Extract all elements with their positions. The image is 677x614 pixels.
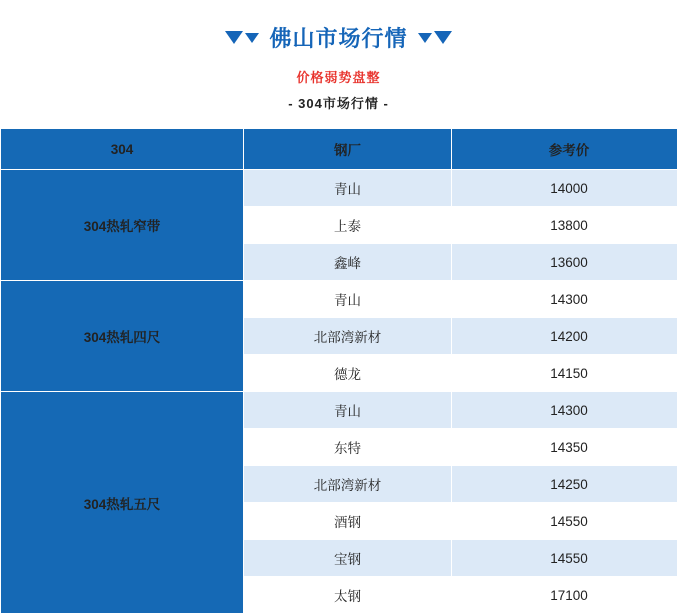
- category-cell: 304热轧四尺: [1, 281, 244, 392]
- price-cell: 14150: [452, 355, 677, 392]
- table-row: [1, 281, 677, 318]
- mill-cell: 酒钢: [244, 503, 452, 540]
- mill-cell: 北部湾新材: [244, 318, 452, 355]
- table-row: [1, 170, 677, 207]
- triangle-down-icon: [225, 31, 243, 44]
- mill-cell: 上泰: [244, 207, 452, 244]
- mill-cell: 青山: [244, 392, 452, 429]
- price-cell: 14300: [452, 281, 677, 318]
- price-cell: 14000: [452, 170, 677, 207]
- column-header-category: 304: [1, 129, 244, 170]
- column-header-mill: 钢厂: [244, 129, 452, 170]
- category-cell: 304热轧窄带: [1, 170, 244, 281]
- mill-cell: 鑫峰: [244, 244, 452, 281]
- mill-cell: 青山: [244, 281, 452, 318]
- price-cell: 17100: [452, 577, 677, 614]
- price-cell: 14200: [452, 318, 677, 355]
- price-table: [0, 128, 677, 614]
- price-cell: 13600: [452, 244, 677, 281]
- table-header-row: [1, 129, 677, 170]
- price-cell: 13800: [452, 207, 677, 244]
- mill-cell: 东特: [244, 429, 452, 466]
- market-trend-note: 价格弱势盘整: [0, 67, 677, 86]
- column-header-price: 参考价: [452, 129, 677, 170]
- price-cell: 14250: [452, 466, 677, 503]
- price-cell: 14300: [452, 392, 677, 429]
- mill-cell: 太钢: [244, 577, 452, 614]
- report-header: [0, 0, 677, 112]
- triangle-down-small-icon: [245, 33, 259, 43]
- price-cell: 14550: [452, 540, 677, 577]
- report-subtitle: - 304市场行情 -: [0, 93, 677, 112]
- page-title: 佛山市场行情: [269, 22, 407, 53]
- triangle-left-decoration: [225, 31, 259, 44]
- triangle-down-small-icon: [418, 33, 432, 43]
- table-row: [1, 392, 677, 429]
- mill-cell: 宝钢: [244, 540, 452, 577]
- triangle-down-icon: [434, 31, 452, 44]
- price-cell: 14550: [452, 503, 677, 540]
- table-body: [1, 170, 677, 614]
- table-header: [1, 129, 677, 170]
- title-row: [0, 22, 677, 53]
- triangle-right-decoration: [418, 31, 452, 44]
- mill-cell: 青山: [244, 170, 452, 207]
- mill-cell: 北部湾新材: [244, 466, 452, 503]
- price-cell: 14350: [452, 429, 677, 466]
- mill-cell: 德龙: [244, 355, 452, 392]
- category-cell: 304热轧五尺: [1, 392, 244, 614]
